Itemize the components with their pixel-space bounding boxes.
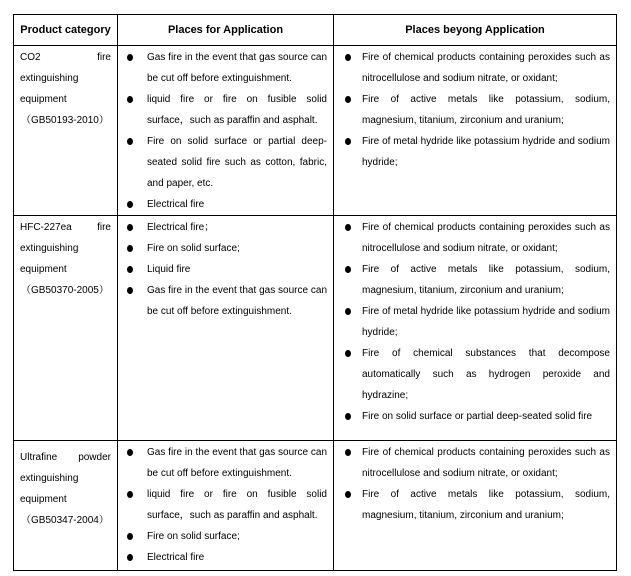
list-item-text: Gas fire in the event that gas source can be cut off before extinguishment.: [147, 447, 327, 479]
bullet-icon: [127, 554, 133, 561]
list-item-text: Electrical fire；: [147, 222, 215, 233]
list-item: [334, 484, 610, 526]
list-item-text: Fire of chemical products containing peroxides such as nitrocellulose and sodium nitrate, or oxidant;: [362, 447, 610, 479]
list-item: [118, 194, 327, 215]
list-item: [118, 526, 327, 547]
list-item: [118, 89, 327, 131]
list-item-text: Gas fire in the event that gas source can be cut off before extinguishment.: [147, 52, 327, 84]
bullet-icon: [345, 54, 351, 61]
list-item: [334, 406, 610, 427]
list-item: [118, 47, 327, 89]
list-item-text: Fire on solid surface;: [147, 243, 240, 254]
bullet-icon: [345, 413, 351, 420]
bullet-icon: [127, 245, 133, 252]
bullet-icon: [127, 533, 133, 540]
list-item: [334, 89, 610, 131]
header-places-for-application: Places for Application: [118, 15, 334, 46]
table-row-co2: [14, 46, 617, 216]
bullet-icon: [127, 287, 133, 294]
category-name-tail: fire: [97, 222, 111, 233]
list-item-text: Fire of chemical products containing peroxides such as nitrocellulose and sodium nitrate, or oxidant;: [362, 222, 610, 254]
list-item: [118, 238, 327, 259]
list-item-text: Fire of active metals like potassium, sodium, magnesium, titanium, zirconium and uranium;: [362, 94, 610, 126]
list-item: [118, 131, 327, 194]
category-name-line: equipment: [20, 494, 67, 505]
list-item-text: Liquid fire: [147, 264, 191, 275]
list-item: [334, 259, 610, 301]
category-name: Ultrafine: [20, 452, 58, 463]
fire-extinguishing-application-table: [13, 14, 617, 571]
list-item: [118, 259, 327, 280]
application-cell: [118, 441, 334, 571]
list-item-text: Fire on solid surface or partial deep-seated solid fire such as cotton, fabric, and paper, etc.: [147, 136, 327, 189]
list-item: [118, 217, 327, 238]
list-item: [118, 484, 327, 526]
category-name-line: equipment: [20, 264, 67, 275]
list-item-text: liquid fire or fire on fusible solid surface，such as paraffin and asphalt.: [147, 94, 327, 126]
category-cell: [14, 216, 118, 441]
bullet-icon: [127, 491, 133, 498]
bullet-icon: [127, 224, 133, 231]
header-places-beyond-application: Places beyong Application: [334, 15, 617, 46]
bullet-icon: [127, 96, 133, 103]
category-name-line: extinguishing: [20, 473, 79, 484]
list-item: [334, 217, 610, 259]
beyond-application-cell: [334, 46, 617, 216]
list-item-text: Fire on solid surface;: [147, 531, 240, 542]
bullet-icon: [127, 138, 133, 145]
list-item: [118, 547, 327, 568]
bullet-icon: [345, 138, 351, 145]
list-item-text: Fire of chemical substances that decompose automatically such as hydrogen peroxide and hydrazine;: [362, 348, 610, 401]
list-item-text: Fire on solid surface or partial deep-seated solid fire: [362, 411, 593, 422]
list-item: [334, 343, 610, 406]
bullet-icon: [127, 449, 133, 456]
list-item-text: liquid fire or fire on fusible solid surface，such as paraffin and asphalt.: [147, 489, 327, 521]
category-name-tail: powder: [78, 452, 111, 463]
list-item: [334, 47, 610, 89]
beyond-application-cell: [334, 441, 617, 571]
bullet-icon: [345, 491, 351, 498]
category-cell: [14, 46, 118, 216]
table-header-row: [14, 15, 617, 46]
category-name-line: equipment: [20, 94, 67, 105]
category-standard-code: （GB50370-2005）: [21, 285, 109, 296]
bullet-icon: [345, 449, 351, 456]
category-standard-code: （GB50193-2010）: [21, 115, 109, 126]
bullet-icon: [127, 201, 133, 208]
application-cell: [118, 46, 334, 216]
category-cell: [14, 441, 118, 571]
list-item-text: Fire of chemical products containing peroxides such as nitrocellulose and sodium nitrate, or oxidant;: [362, 52, 610, 84]
list-item: [118, 280, 327, 322]
list-item-text: Gas fire in the event that gas source can be cut off before extinguishment.: [147, 285, 327, 317]
bullet-icon: [127, 266, 133, 273]
list-item-text: Fire of metal hydride like potassium hydride and sodium hydride;: [362, 136, 610, 168]
category-name: HFC-227ea: [20, 222, 72, 233]
category-name-tail: fire: [97, 52, 111, 63]
list-item-text: Fire of metal hydride like potassium hydride and sodium hydride;: [362, 306, 610, 338]
list-item-text: Electrical fire: [147, 199, 205, 210]
category-name-line: extinguishing: [20, 73, 79, 84]
header-product-category: Product category: [14, 15, 118, 46]
list-item-text: Electrical fire: [147, 552, 205, 563]
beyond-application-cell: [334, 216, 617, 441]
bullet-icon: [345, 350, 351, 357]
bullet-icon: [345, 308, 351, 315]
list-item: [334, 442, 610, 484]
list-item: [334, 131, 610, 173]
bullet-icon: [345, 224, 351, 231]
table-row-hfc-227ea: [14, 216, 617, 441]
category-name: CO2: [20, 52, 41, 63]
table-row-ultrafine-powder: [14, 441, 617, 571]
category-name-line: extinguishing: [20, 243, 79, 254]
list-item: [118, 442, 327, 484]
list-item-text: Fire of active metals like potassium, sodium, magnesium, titanium, zirconium and uranium;: [362, 264, 610, 296]
bullet-icon: [345, 266, 351, 273]
list-item: [334, 301, 610, 343]
bullet-icon: [345, 96, 351, 103]
list-item-text: Fire of active metals like potassium, sodium, magnesium, titanium, zirconium and uranium;: [362, 489, 610, 521]
application-cell: [118, 216, 334, 441]
category-standard-code: （GB50347-2004）: [21, 515, 109, 526]
bullet-icon: [127, 54, 133, 61]
